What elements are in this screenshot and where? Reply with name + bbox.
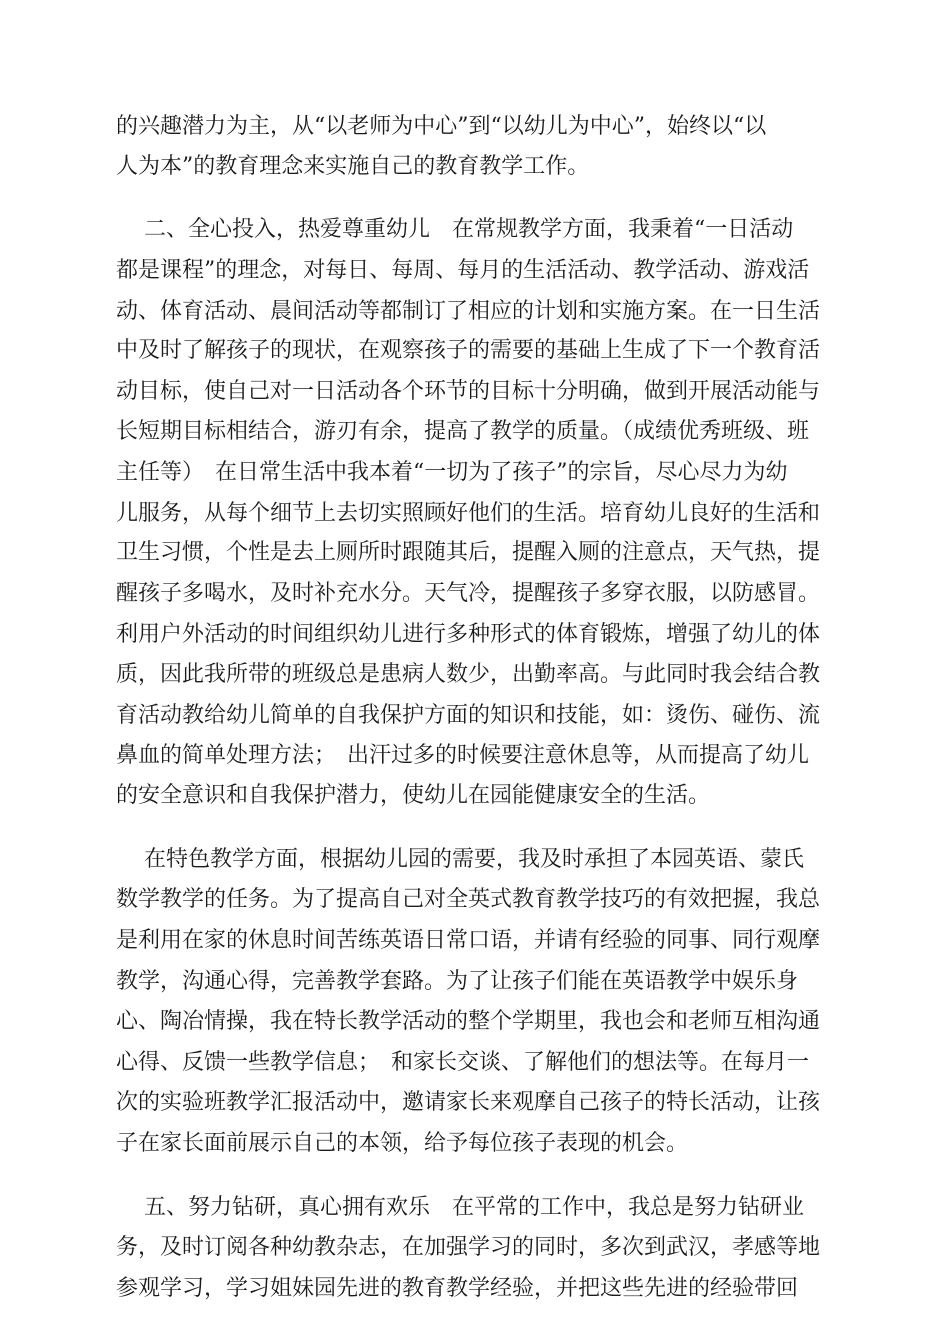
text-line: 主任等） 在日常生活中我本着“一切为了孩子”的宗旨，尽心尽力为幼 [116,460,788,485]
text-line: 教学，沟通心得，完善教学套路。为了让孩子们能在英语教学中娱乐身 [116,969,799,994]
text-line: 在特色教学方面，根据幼儿园的需要，我及时承担了本园英语、蒙氏 [116,847,804,872]
text-line: 中及时了解孩子的现状，在观察孩子的需要的基础上生成了下一个教育活 [116,338,821,363]
text-line: 的安全意识和自我保护潜力，使幼儿在园能健康安全的生活。 [116,783,711,808]
text-line: 儿服务，从每个细节上去切实照顾好他们的生活。培育幼儿良好的生活和 [116,501,821,526]
text-line: 心、陶冶情操，我在特长教学活动的整个学期里，我也会和老师互相沟通 [116,1009,821,1034]
text-line: 务，及时订阅各种幼教杂志，在加强学习的同时，多次到武汉，孝感等地 [116,1235,821,1260]
text-line: 五、努力钻研，真心拥有欢乐 在平常的工作中，我总是努力钻研业 [116,1195,804,1220]
text-line: 长短期目标相结合，游刃有余，提高了教学的质量。（成绩优秀班级、班 [116,419,810,444]
text-line: 参观学习，学习姐妹园先进的教育教学经验，并把这些先进的经验带回 [116,1276,799,1301]
text-line: 鼻血的简单处理方法； 出汗过多的时候要注意休息等，从而提高了幼儿 [116,743,810,768]
text-line: 动、体育活动、晨间活动等都制订了相应的计划和实施方案。在一日生活 [116,299,821,324]
text-line: 数学教学的任务。为了提高自己对全英式教育教学技巧的有效把握，我总 [116,887,821,912]
text-line: 子在家长面前展示自己的本领，给予每位孩子表现的机会。 [116,1131,689,1156]
text-line: 卫生习惯，个性是去上厕所时跟随其后，提醒入厕的注意点，天气热，提 [116,540,821,565]
text-line: 人为本”的教育理念来实施自己的教育教学工作。 [116,154,590,179]
text-line: 都是课程”的理念，对每日、每周、每月的生活活动、教学活动、游戏活 [116,258,810,283]
text-line: 质，因此我所带的班级总是患病人数少，出勤率高。与此同时我会结合教 [116,662,821,687]
text-line: 是利用在家的休息时间苦练英语日常口语，并请有经验的同事、同行观摩 [116,928,821,953]
text-line: 心得、反馈一些教学信息； 和家长交谈、了解他们的想法等。在每月一 [116,1050,810,1075]
text-line: 次的实验班教学汇报活动中，邀请家长来观摩自己孩子的特长活动，让孩 [116,1090,821,1115]
text-line: 动目标，使自己对一日活动各个环节的目标十分明确，做到开展活动能与 [116,379,821,404]
text-line: 的兴趣潜力为主，从“以老师为中心”到“以幼儿为中心”，始终以“以 [116,114,767,139]
text-line: 育活动教给幼儿简单的自我保护方面的知识和技能，如：烫伤、碰伤、流 [116,703,821,728]
text-line: 二、全心投入，热爱尊重幼儿 在常规教学方面，我秉着“一日活动 [116,217,794,242]
text-line: 醒孩子多喝水，及时补充水分。天气冷，提醒孩子多穿衣服，以防感冒。 [116,581,821,606]
text-line: 利用户外活动的时间组织幼儿进行多种形式的体育锻炼，增强了幼儿的体 [116,622,821,647]
